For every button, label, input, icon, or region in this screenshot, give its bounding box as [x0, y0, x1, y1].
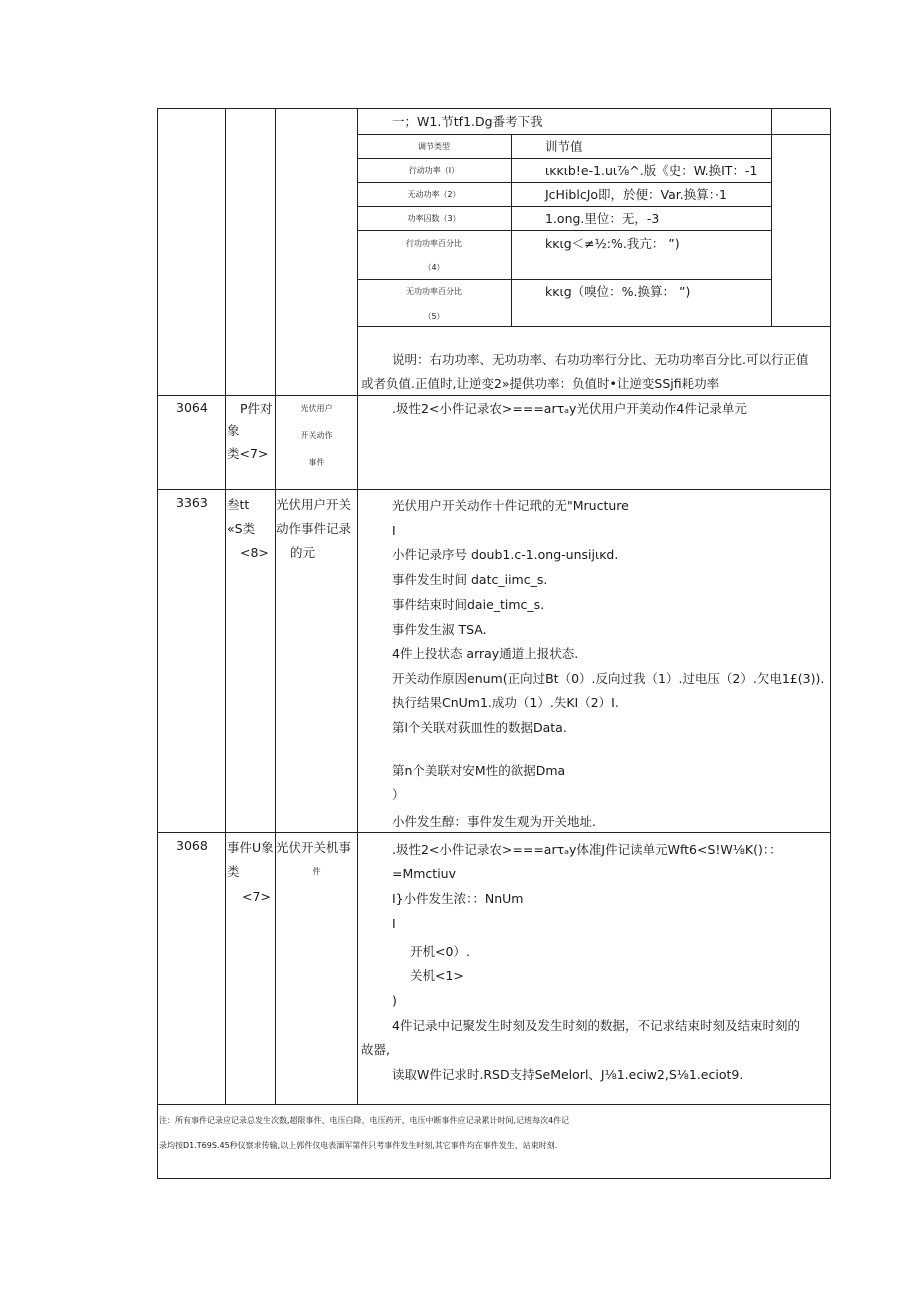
row-category: 象	[227, 423, 240, 438]
row-id: 3064	[176, 400, 208, 415]
sub-row-type: 无动功率（2）	[407, 190, 461, 199]
footer-line: 录均按D1.T69S.45秒仪察求传输,以上郭件仅电表湎军第件只考事件发生时刻,其它事件均在事件发生、站束时刻.	[159, 1141, 558, 1150]
sub-row-type: 行功功率百分比	[406, 239, 462, 248]
sub-row-value: 1.ong.里位：无，-3	[545, 211, 660, 226]
row-desc: ）	[392, 787, 405, 802]
row-category: 类	[227, 864, 240, 879]
row-name: 光伏用户开关	[276, 497, 352, 512]
row-name: 件	[312, 867, 321, 876]
sub-row-type-index: （4）	[423, 263, 445, 272]
row-name: 事件	[308, 458, 325, 467]
row-name: 开关动作	[300, 431, 333, 440]
row-desc: 第n个美联对安M性的欲据Dma	[392, 763, 566, 778]
row-category: <8>	[240, 545, 269, 560]
row-category: <7>	[242, 889, 271, 904]
row-name: 光伏用户	[300, 404, 333, 413]
note-text: 或者负值.正值时,让逆变2»提供功率：负值时•让逆变SSjfi耗功率	[361, 376, 720, 391]
row-desc: 开机<0）.	[410, 944, 470, 959]
row-name: 的元	[290, 545, 316, 560]
row-desc: )	[392, 993, 397, 1008]
row-category: 类<7>	[227, 446, 269, 461]
row-category: P件对	[240, 401, 273, 416]
sub-row-type-index: （5）	[423, 312, 445, 321]
row-name: 光伏开关机事	[276, 840, 352, 855]
note-text: 说明：右功功率、无功功率、右功功率行分比、无功功率百分比.可以行正值	[392, 352, 809, 367]
row-name: 动作事件记录	[276, 521, 352, 536]
row-desc: 4件上投状态 array通道上报状态.	[392, 646, 579, 661]
row-desc: 执行结果CnUm1.成功（1）.失KI（2）I.	[392, 695, 619, 710]
row-id: 3068	[176, 838, 208, 853]
sub-row-type: 功率囚数（3）	[407, 214, 461, 223]
row-id: 3363	[176, 495, 208, 510]
sub-row-value: ιĸĸιb!e-1.uι⅞^.版《史：W.换IT：-1	[545, 163, 758, 178]
header-adjust-value: 训节值	[545, 139, 583, 154]
sub-table-title: 一；W1.节tf1.Dg番考下我	[392, 114, 543, 129]
sub-row-type: 无功功率百分比	[406, 287, 462, 296]
row-desc: 第l个关联对荻皿性的数据Data.	[392, 720, 567, 735]
row-desc: 4件记录中记聚发生时刻及发生时刻的数据，不记求结束时刻及结束时刻的	[392, 1018, 800, 1033]
row-desc: .圾性2<小件记录农>===arτₐy光伏用户开美动作4件记录单元	[392, 401, 747, 416]
row-desc: 故器,	[361, 1042, 390, 1057]
row-desc: 读取W件记求时.RSD支持SeMelorl、J⅛1.eciw2,S⅛1.eciot9.	[392, 1067, 744, 1082]
sub-row-value: JcHiblcJo即，於便：Var.换算：·1	[545, 187, 727, 202]
row-desc: I	[392, 523, 396, 538]
row-category: «S类	[227, 521, 256, 536]
sub-row-value: kĸιg＜≠½:%.我亢： ”)	[545, 236, 680, 251]
header-adjust-type: 调节类型	[418, 142, 450, 151]
row-desc: 开关动作原因enum(正向过Bt（0）.反向过我（1）.过电压（2）.欠电1£(3)).	[392, 671, 825, 686]
row-desc: I	[392, 916, 396, 931]
row-desc: 小件发生醇：事件发生观为开关地址.	[392, 814, 596, 829]
row-desc: 光伏用户开关动作十件记玳的无"Mructure	[392, 498, 629, 513]
row-desc: 关机<1>	[410, 968, 464, 983]
row-desc: 事件发生时间 datc_iimc_s.	[392, 572, 548, 587]
footer-line: 注：所有事件记录应记录总发生次数,超限事件、电压白降、电压药开、电压中断事件应记录累计时间,记班每次4件记	[159, 1116, 570, 1125]
row-desc: 事件发生淑 TSA.	[392, 622, 487, 637]
row-desc: =Mmctiuv	[392, 866, 457, 881]
row-category: 事件U象	[227, 840, 274, 855]
sub-row-type: 行动功率（I）	[408, 166, 460, 175]
row-desc: 事件结束时间daie_timc_s.	[392, 597, 545, 612]
row-desc: .圾性2<小件记录农>===arτₐy体准J件记读单元Wft6<S!W⅛K()：：	[392, 842, 782, 857]
row-category: 叁tt	[227, 497, 250, 512]
row-desc: I}小件发生浓：：NnUm	[392, 891, 524, 906]
sub-row-value: kĸιg（嗅位：%.换算： ”)	[545, 284, 691, 299]
row-desc: 小件记录序号 doub1.c-1.ong-unsijιĸd.	[392, 547, 619, 562]
